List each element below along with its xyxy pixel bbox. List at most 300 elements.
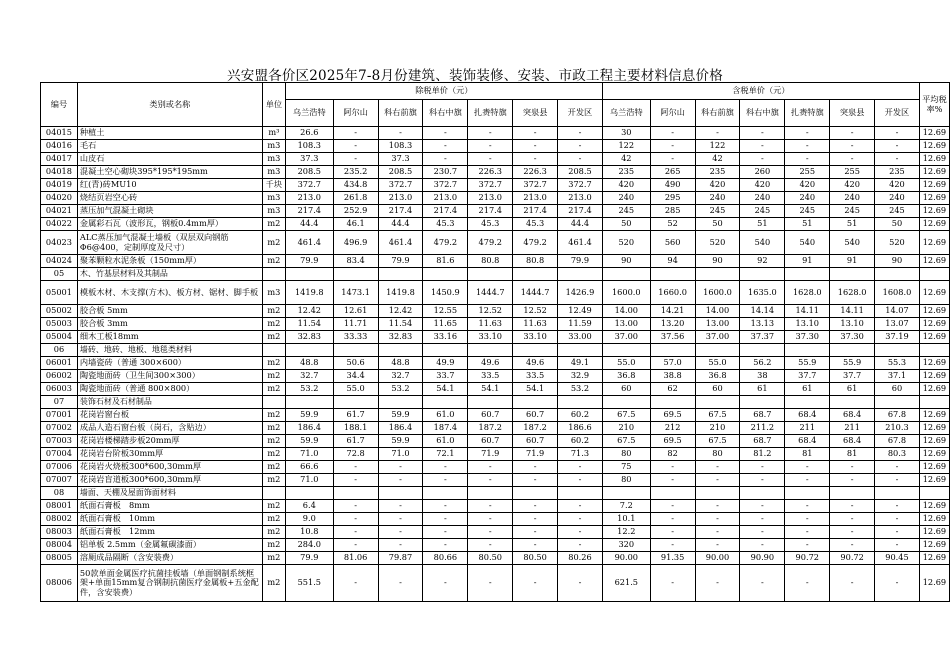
empty-cell xyxy=(740,344,785,357)
tax-incl-price: 90 xyxy=(875,255,920,268)
empty-cell xyxy=(830,268,875,281)
tax-incl-price: 91.35 xyxy=(650,552,695,565)
row-unit: m2 xyxy=(262,565,285,602)
pre-tax-price: - xyxy=(333,513,378,526)
pre-tax-price: 49.9 xyxy=(423,357,468,370)
header-region-incl: 科右前旗 xyxy=(695,100,740,127)
tax-incl-price: - xyxy=(785,127,830,140)
empty-cell xyxy=(650,344,695,357)
pre-tax-price: 217.4 xyxy=(378,205,423,218)
row-name: ALC蒸压加气混凝土墙板（双层双向钢筋Φ6@400，定制厚度及尺寸） xyxy=(77,231,262,255)
table-row xyxy=(41,513,950,526)
row-name: 花岗岩火烧板300*600,30mm厚 xyxy=(77,461,262,474)
pre-tax-price: 187.2 xyxy=(468,422,513,435)
row-code: 08006 xyxy=(41,565,78,602)
empty-cell xyxy=(468,268,513,281)
tax-incl-price: 94 xyxy=(650,255,695,268)
pre-tax-price: - xyxy=(333,127,378,140)
tax-incl-price: 255 xyxy=(830,166,875,179)
tax-incl-price: 55.9 xyxy=(785,357,830,370)
pre-tax-price: 45.3 xyxy=(423,218,468,231)
row-tax-rate: 12.69 xyxy=(919,409,949,422)
tax-incl-price: 57.0 xyxy=(650,357,695,370)
tax-incl-price: 14.07 xyxy=(875,305,920,318)
pre-tax-price: - xyxy=(423,539,468,552)
tax-incl-price: - xyxy=(785,474,830,487)
pre-tax-price: - xyxy=(333,140,378,153)
pre-tax-price: - xyxy=(468,526,513,539)
header-tax-incl-group: 含税单价（元） xyxy=(602,83,919,100)
pre-tax-price: - xyxy=(513,513,558,526)
table-row xyxy=(41,331,950,344)
empty-cell xyxy=(602,487,650,500)
tax-incl-price: 14.00 xyxy=(602,305,650,318)
pre-tax-price: 217.4 xyxy=(423,205,468,218)
row-name: 纸面石膏板 12mm xyxy=(77,526,262,539)
tax-incl-price: - xyxy=(650,513,695,526)
table-row xyxy=(41,500,950,513)
tax-incl-price: 68.7 xyxy=(740,435,785,448)
tax-incl-price: 621.5 xyxy=(602,565,650,602)
row-name: 成品人造石窗台板（岗石，含贴边） xyxy=(77,422,262,435)
tax-incl-price: - xyxy=(785,526,830,539)
tax-incl-price: - xyxy=(785,513,830,526)
tax-incl-price: 50 xyxy=(695,218,740,231)
table-row xyxy=(41,166,950,179)
pre-tax-price: 32.7 xyxy=(285,370,333,383)
row-unit: m3 xyxy=(262,281,285,305)
pre-tax-price: 60.7 xyxy=(468,409,513,422)
tax-incl-price: - xyxy=(740,513,785,526)
row-code: 07007 xyxy=(41,474,78,487)
empty-cell xyxy=(423,344,468,357)
pre-tax-price: 12.42 xyxy=(285,305,333,318)
row-unit: m2 xyxy=(262,370,285,383)
pre-tax-price: 33.16 xyxy=(423,331,468,344)
row-name: 模板木材、木支撑(方木)、板方材、锯材、脚手板 xyxy=(77,281,262,305)
tax-incl-price: 420 xyxy=(785,179,830,192)
row-unit: m2 xyxy=(262,331,285,344)
tax-incl-price: 13.00 xyxy=(602,318,650,331)
pre-tax-price: - xyxy=(468,500,513,513)
tax-incl-price: - xyxy=(695,461,740,474)
tax-incl-price: 37.19 xyxy=(875,331,920,344)
tax-incl-price: 81 xyxy=(830,448,875,461)
table-row xyxy=(41,526,950,539)
tax-incl-price: - xyxy=(875,513,920,526)
row-tax-rate: 12.69 xyxy=(919,305,949,318)
row-tax-rate: 12.69 xyxy=(919,500,949,513)
tax-incl-price: 245 xyxy=(875,205,920,218)
pre-tax-price: 32.7 xyxy=(378,370,423,383)
pre-tax-price: 60.7 xyxy=(513,409,558,422)
row-tax-rate: 12.69 xyxy=(919,539,949,552)
pre-tax-price: - xyxy=(513,127,558,140)
pre-tax-price: 372.7 xyxy=(423,179,468,192)
tax-incl-price: - xyxy=(830,526,875,539)
empty-cell xyxy=(378,396,423,409)
row-code: 05004 xyxy=(41,331,78,344)
row-unit: m2 xyxy=(262,435,285,448)
empty-cell xyxy=(602,268,650,281)
empty-cell xyxy=(602,396,650,409)
empty-cell xyxy=(262,268,285,281)
row-code: 04022 xyxy=(41,218,78,231)
pre-tax-price: 79.9 xyxy=(378,255,423,268)
empty-cell xyxy=(378,268,423,281)
pre-tax-price: 208.5 xyxy=(285,166,333,179)
pre-tax-price: - xyxy=(423,513,468,526)
tax-incl-price: 60 xyxy=(875,383,920,396)
empty-cell xyxy=(513,344,558,357)
row-code: 06001 xyxy=(41,357,78,370)
pre-tax-price: 33.7 xyxy=(423,370,468,383)
pre-tax-price: 213.0 xyxy=(513,192,558,205)
pre-tax-price: 49.1 xyxy=(558,357,603,370)
pre-tax-price: - xyxy=(468,140,513,153)
pre-tax-price: 461.4 xyxy=(558,231,603,255)
row-unit: m2 xyxy=(262,255,285,268)
section-row xyxy=(41,396,950,409)
pre-tax-price: 213.0 xyxy=(378,192,423,205)
tax-incl-price: 61 xyxy=(740,383,785,396)
section-title: 木、竹基层材料及其制品 xyxy=(77,268,262,281)
tax-incl-price: - xyxy=(785,500,830,513)
tax-incl-price: 540 xyxy=(740,231,785,255)
pre-tax-price: 59.9 xyxy=(285,435,333,448)
pre-tax-price: 44.4 xyxy=(285,218,333,231)
tax-incl-price: - xyxy=(830,565,875,602)
row-unit: m2 xyxy=(262,383,285,396)
header-unit: 单位 xyxy=(262,83,285,127)
tax-incl-price: 1600.0 xyxy=(695,281,740,305)
tax-incl-price: - xyxy=(830,140,875,153)
tax-incl-price: - xyxy=(650,565,695,602)
pre-tax-price: 60.2 xyxy=(558,435,603,448)
pre-tax-price: - xyxy=(468,127,513,140)
tax-incl-price: - xyxy=(740,153,785,166)
empty-cell xyxy=(695,396,740,409)
pre-tax-price: 230.7 xyxy=(423,166,468,179)
pre-tax-price: 80.26 xyxy=(558,552,603,565)
row-name: 纸面石膏板 8mm xyxy=(77,500,262,513)
pre-tax-price: 11.54 xyxy=(378,318,423,331)
pre-tax-price: 45.3 xyxy=(468,218,513,231)
section-row xyxy=(41,268,950,281)
tax-incl-price: 60 xyxy=(695,383,740,396)
tax-incl-price: 55.3 xyxy=(875,357,920,370)
pre-tax-price: - xyxy=(468,461,513,474)
tax-incl-price: 38 xyxy=(740,370,785,383)
row-code: 04024 xyxy=(41,255,78,268)
tax-incl-price: 240 xyxy=(740,192,785,205)
empty-cell xyxy=(423,396,468,409)
pre-tax-price: 434.8 xyxy=(333,179,378,192)
row-tax-rate: 12.69 xyxy=(919,231,949,255)
section-code: 08 xyxy=(41,487,78,500)
pre-tax-price: 479.2 xyxy=(423,231,468,255)
table-row xyxy=(41,179,950,192)
pre-tax-price: 49.6 xyxy=(468,357,513,370)
header-code: 编号 xyxy=(41,83,78,127)
pre-tax-price: - xyxy=(513,565,558,602)
tax-incl-price: 490 xyxy=(650,179,695,192)
row-unit: 千块 xyxy=(262,179,285,192)
row-tax-rate: 12.69 xyxy=(919,331,949,344)
section-row xyxy=(41,344,950,357)
tax-incl-price: 91 xyxy=(830,255,875,268)
tax-incl-price: 37.7 xyxy=(830,370,875,383)
pre-tax-price: - xyxy=(513,526,558,539)
empty-cell xyxy=(830,396,875,409)
pre-tax-price: 32.83 xyxy=(378,331,423,344)
tax-incl-price: 67.5 xyxy=(602,435,650,448)
pre-tax-price: 187.2 xyxy=(513,422,558,435)
tax-incl-price: 520 xyxy=(602,231,650,255)
tax-incl-price: 37.1 xyxy=(875,370,920,383)
header-avg-tax: 平均税率% xyxy=(919,83,949,127)
pre-tax-price: - xyxy=(333,500,378,513)
row-unit: m3 xyxy=(262,192,285,205)
pre-tax-price: 213.0 xyxy=(285,192,333,205)
pre-tax-price: 66.6 xyxy=(285,461,333,474)
tax-incl-price: 245 xyxy=(695,205,740,218)
tax-incl-price: - xyxy=(875,461,920,474)
row-code: 07001 xyxy=(41,409,78,422)
pre-tax-price: 71.9 xyxy=(513,448,558,461)
tax-incl-price: 37.37 xyxy=(740,331,785,344)
pre-tax-price: 46.1 xyxy=(333,218,378,231)
tax-incl-price: - xyxy=(650,140,695,153)
table-row xyxy=(41,422,950,435)
pre-tax-price: 32.9 xyxy=(558,370,603,383)
tax-incl-price: 211 xyxy=(785,422,830,435)
tax-incl-price: 82 xyxy=(650,448,695,461)
tax-incl-price: - xyxy=(875,140,920,153)
empty-cell xyxy=(513,487,558,500)
pre-tax-price: 34.4 xyxy=(333,370,378,383)
pre-tax-price: 33.10 xyxy=(468,331,513,344)
table-row xyxy=(41,318,950,331)
tax-incl-price: 520 xyxy=(875,231,920,255)
tax-incl-price: 420 xyxy=(695,179,740,192)
tax-incl-price: 122 xyxy=(695,140,740,153)
empty-cell xyxy=(468,487,513,500)
empty-cell xyxy=(875,344,920,357)
row-tax-rate: 12.69 xyxy=(919,383,949,396)
row-unit: m2 xyxy=(262,318,285,331)
row-code: 07002 xyxy=(41,422,78,435)
pre-tax-price: - xyxy=(513,474,558,487)
table-body xyxy=(41,127,950,602)
empty-cell xyxy=(285,268,333,281)
pre-tax-price: 235.2 xyxy=(333,166,378,179)
pre-tax-price: 9.0 xyxy=(285,513,333,526)
tax-incl-price: 62 xyxy=(650,383,695,396)
row-name: 烧结页岩空心砖 xyxy=(77,192,262,205)
tax-incl-price: 285 xyxy=(650,205,695,218)
tax-incl-price: - xyxy=(740,500,785,513)
pre-tax-price: 186.4 xyxy=(285,422,333,435)
pre-tax-price: 11.71 xyxy=(333,318,378,331)
pre-tax-price: 71.0 xyxy=(285,474,333,487)
empty-cell xyxy=(285,487,333,500)
pre-tax-price: 60.7 xyxy=(513,435,558,448)
tax-incl-price: 68.4 xyxy=(785,435,830,448)
row-unit: m2 xyxy=(262,448,285,461)
row-tax-rate: 12.69 xyxy=(919,218,949,231)
header-name: 类别或名称 xyxy=(77,83,262,127)
tax-incl-price: 420 xyxy=(830,179,875,192)
row-unit: m2 xyxy=(262,552,285,565)
tax-incl-price: 13.13 xyxy=(740,318,785,331)
pre-tax-price: 6.4 xyxy=(285,500,333,513)
pre-tax-price: 32.83 xyxy=(285,331,333,344)
pre-tax-price: 12.42 xyxy=(378,305,423,318)
pre-tax-price: 217.4 xyxy=(513,205,558,218)
row-name: 陶瓷地面砖（普通 800×800） xyxy=(77,383,262,396)
tax-incl-price: 37.56 xyxy=(650,331,695,344)
pre-tax-price: 188.1 xyxy=(333,422,378,435)
pre-tax-price: - xyxy=(423,526,468,539)
pre-tax-price: - xyxy=(468,513,513,526)
pre-tax-price: 12.52 xyxy=(513,305,558,318)
tax-incl-price: 50 xyxy=(602,218,650,231)
table-row xyxy=(41,409,950,422)
row-name: 花岗岩窗台板 xyxy=(77,409,262,422)
tax-incl-price: - xyxy=(650,127,695,140)
tax-incl-price: 1600.0 xyxy=(602,281,650,305)
pre-tax-price: - xyxy=(513,461,558,474)
empty-cell xyxy=(378,344,423,357)
row-unit: m2 xyxy=(262,526,285,539)
row-code: 04020 xyxy=(41,192,78,205)
pre-tax-price: 54.1 xyxy=(513,383,558,396)
pre-tax-price: - xyxy=(558,513,603,526)
empty-cell xyxy=(513,268,558,281)
pre-tax-price: - xyxy=(558,153,603,166)
tax-incl-price: 68.4 xyxy=(830,435,875,448)
pre-tax-price: 59.9 xyxy=(378,409,423,422)
row-tax-rate: 12.69 xyxy=(919,205,949,218)
row-tax-rate: 12.69 xyxy=(919,552,949,565)
pre-tax-price: 1450.9 xyxy=(423,281,468,305)
pre-tax-price: - xyxy=(423,461,468,474)
section-code: 05 xyxy=(41,268,78,281)
tax-incl-price: 69.5 xyxy=(650,435,695,448)
row-name: 金属彩石瓦（波形瓦，钢板0.4mm厚） xyxy=(77,218,262,231)
tax-incl-price: 75 xyxy=(602,461,650,474)
row-unit: m2 xyxy=(262,513,285,526)
row-unit: m³ xyxy=(262,127,285,140)
pre-tax-price: 71.0 xyxy=(378,448,423,461)
pre-tax-price: 80.66 xyxy=(423,552,468,565)
row-code: 08001 xyxy=(41,500,78,513)
tax-incl-price: - xyxy=(830,513,875,526)
tax-incl-price: 211 xyxy=(830,422,875,435)
table-row xyxy=(41,474,950,487)
pre-tax-price: 61.7 xyxy=(333,435,378,448)
row-name: 混凝土空心砌块395*195*195mm xyxy=(77,166,262,179)
tax-incl-price: 61 xyxy=(830,383,875,396)
pre-tax-price: 80.8 xyxy=(468,255,513,268)
row-name: 陶瓷地面砖（卫生间300×300） xyxy=(77,370,262,383)
row-tax-rate: 12.69 xyxy=(919,357,949,370)
row-name: 内墙瓷砖（普通 300×600） xyxy=(77,357,262,370)
tax-incl-price: 38.8 xyxy=(650,370,695,383)
pre-tax-price: 213.0 xyxy=(423,192,468,205)
price-table xyxy=(40,82,950,602)
pre-tax-price: 1419.8 xyxy=(285,281,333,305)
tax-incl-price: 30 xyxy=(602,127,650,140)
row-code: 04019 xyxy=(41,179,78,192)
row-unit: m2 xyxy=(262,409,285,422)
tax-incl-price: 14.11 xyxy=(785,305,830,318)
tax-incl-price: 51 xyxy=(830,218,875,231)
row-tax-rate: 12.69 xyxy=(919,422,949,435)
tax-incl-price: 36.8 xyxy=(695,370,740,383)
empty-cell xyxy=(333,268,378,281)
table-row xyxy=(41,218,950,231)
tax-incl-price: 13.00 xyxy=(695,318,740,331)
tax-incl-price: - xyxy=(650,153,695,166)
tax-incl-price: - xyxy=(830,500,875,513)
row-code: 04015 xyxy=(41,127,78,140)
tax-incl-price: - xyxy=(830,153,875,166)
empty-cell xyxy=(740,487,785,500)
table-row xyxy=(41,231,950,255)
empty-cell xyxy=(695,487,740,500)
pre-tax-price: - xyxy=(333,565,378,602)
tax-incl-price: 80.3 xyxy=(875,448,920,461)
header-region-incl: 开发区 xyxy=(875,100,920,127)
section-title: 墙面、天棚及屋面饰面材料 xyxy=(77,487,262,500)
table-row xyxy=(41,370,950,383)
row-code: 08003 xyxy=(41,526,78,539)
row-code: 08005 xyxy=(41,552,78,565)
pre-tax-price: - xyxy=(423,127,468,140)
tax-incl-price: 14.00 xyxy=(695,305,740,318)
tax-incl-price: 420 xyxy=(740,179,785,192)
pre-tax-price: 54.1 xyxy=(468,383,513,396)
pre-tax-price: 372.7 xyxy=(378,179,423,192)
tax-incl-price: 255 xyxy=(785,166,830,179)
pre-tax-price: - xyxy=(468,565,513,602)
table-row xyxy=(41,357,950,370)
tax-incl-price: 42 xyxy=(602,153,650,166)
pre-tax-price: 186.6 xyxy=(558,422,603,435)
table-row xyxy=(41,255,950,268)
tax-incl-price: - xyxy=(695,474,740,487)
pre-tax-price: 217.4 xyxy=(468,205,513,218)
empty-cell xyxy=(423,487,468,500)
tax-incl-price: 210 xyxy=(695,422,740,435)
pre-tax-price: 33.33 xyxy=(333,331,378,344)
tax-incl-price: 1608.0 xyxy=(875,281,920,305)
header-region-incl: 阿尔山 xyxy=(650,100,695,127)
row-name: 溶厕成品隔断（含安装费） xyxy=(77,552,262,565)
row-tax-rate: 12.69 xyxy=(919,140,949,153)
pre-tax-price: - xyxy=(378,513,423,526)
pre-tax-price: - xyxy=(378,526,423,539)
table-row xyxy=(41,565,950,602)
empty-cell xyxy=(875,396,920,409)
pre-tax-price: - xyxy=(558,565,603,602)
header-region-incl: 扎赉特旗 xyxy=(785,100,830,127)
row-name: 山皮石 xyxy=(77,153,262,166)
header-region-pre: 科右前旗 xyxy=(378,100,423,127)
pre-tax-price: 37.3 xyxy=(378,153,423,166)
